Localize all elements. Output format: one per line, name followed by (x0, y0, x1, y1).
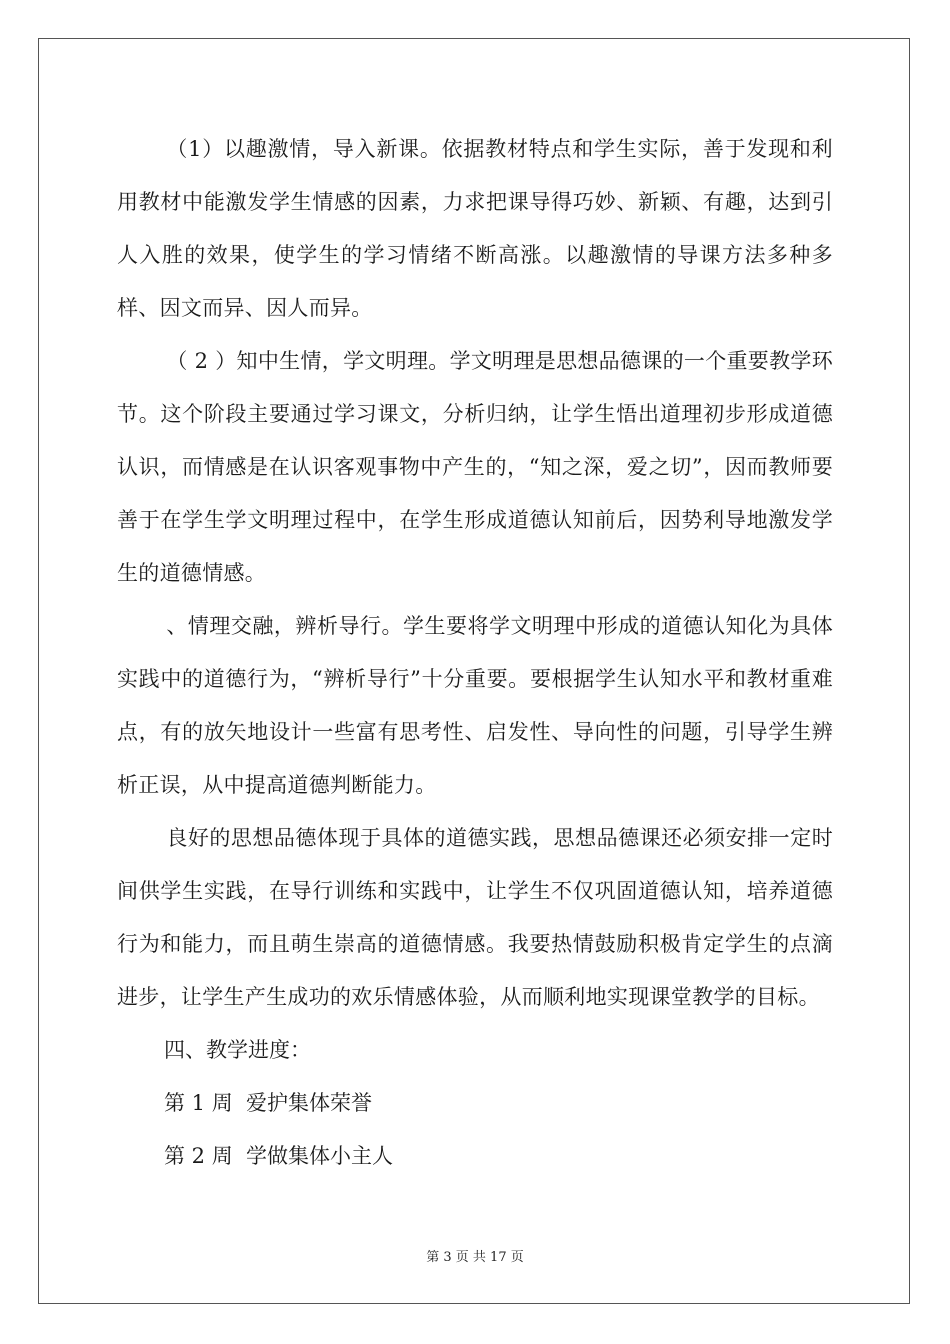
paragraph-2: （ 2 ）知中生情，学文明理。学文明理是思想品德课的一个重要教学环节。这个阶段主要通过学习课文，分析归纳，让学生悟出道理初步形成道德认识，而情感是在认识客观事物中产生的，“知之深，爱之切”，因而教师要善于在学生学文明理过程中，在学生形成道德认知前后，因势利导地激发学生的道德情感。 (117, 349, 833, 585)
document-body (117, 123, 833, 1183)
page-number-footer: 第 3 页 共 17 页 (426, 1250, 524, 1265)
schedule-item-week-1: 第 1 周 爱护集体荣誉 (164, 1091, 373, 1115)
paragraph-3: 、情理交融，辨析导行。学生要将学文明理中形成的道德认知化为具体实践中的道德行为，“辨析导行”十分重要。要根据学生认知水平和教材重难点，有的放矢地设计一些富有思考性、启发性、导向性的问题，引导学生辨析正误，从中提高道德判断能力。 (117, 614, 833, 797)
paragraph-1: （1）以趣激情，导入新课。依据教材特点和学生实际，善于发现和利用教材中能激发学生情感的因素，力求把课导得巧妙、新颖、有趣，达到引人入胜的效果，使学生的学习情绪不断高涨。以趣激情的导课方法多种多样、因文而异、因人而异。 (117, 137, 833, 320)
schedule-item-week-2: 第 2 周 学做集体小主人 (164, 1144, 394, 1168)
paragraph-4: 良好的思想品德体现于具体的道德实践，思想品德课还必须安排一定时间供学生实践，在导行训练和实践中，让学生不仅巩固道德认知，培养道德行为和能力，而且萌生崇高的道德情感。我要热情鼓励积极肯定学生的点滴进步，让学生产生成功的欢乐情感体验，从而顺利地实现课堂教学的目标。 (117, 826, 833, 1009)
section-heading: 四、教学进度： (164, 1038, 311, 1062)
